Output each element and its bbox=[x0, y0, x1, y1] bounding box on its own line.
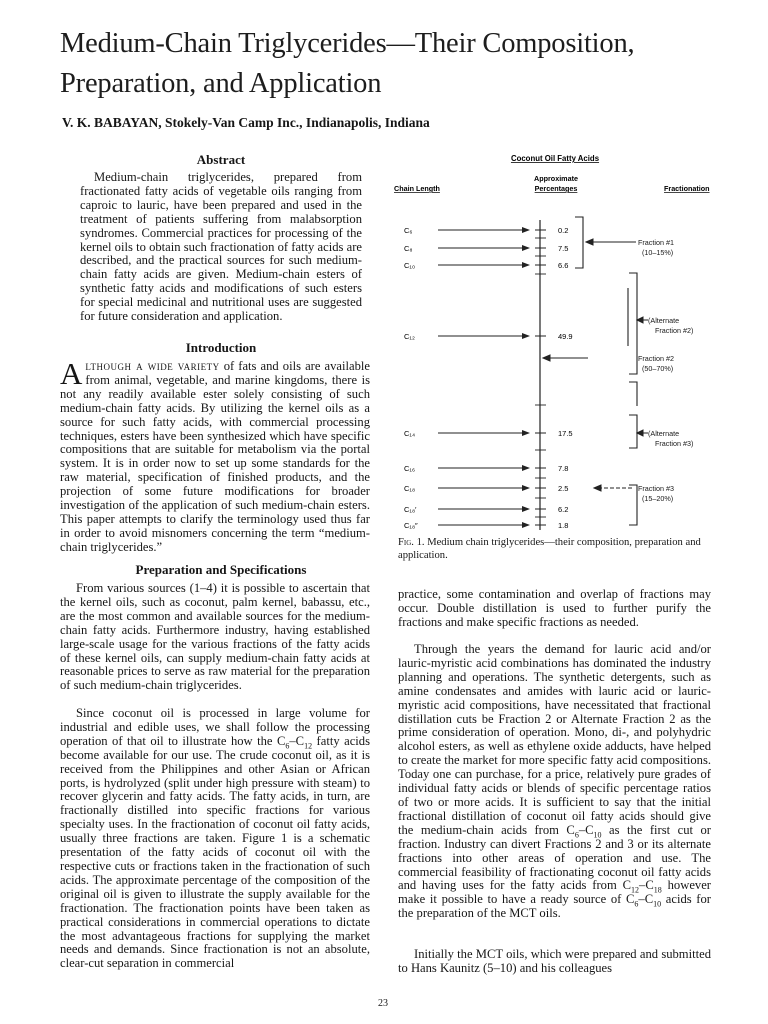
fraction-labels bbox=[638, 238, 693, 503]
chain-label: C₁₂ bbox=[404, 332, 415, 341]
chain-label: C₁₈ bbox=[404, 484, 416, 493]
abstract-heading: Abstract bbox=[196, 152, 246, 167]
right-column-para-3: Initially the MCT oils, which were prepared and submitted to Hans Kaunitz (5–10) and his colleagues bbox=[398, 947, 711, 975]
percent-value: 2.5 bbox=[558, 484, 569, 493]
figure-label: Fig. 1. bbox=[398, 537, 425, 548]
article-title: Medium-Chain Triglycerides—Their Composition, Preparation, and Application bbox=[60, 28, 635, 99]
introduction-text bbox=[60, 356, 370, 555]
chain-label: C₁₈′ bbox=[404, 505, 417, 514]
page-number: 23 bbox=[378, 998, 388, 1009]
drop-cap: A bbox=[60, 356, 83, 391]
percent-value: 6.2 bbox=[558, 505, 569, 514]
bracket-alternate-fraction-3 bbox=[629, 415, 637, 448]
introduction-body: of fats and oils are available from animal, vegetable, and marine kingdoms, there is not any readily available ester solely consisting of such medium-chain fatty acids. By utilizing the kernel oils as a source for such fatty acids, with commercial processing techniques, esters have been synthesized which have specific compositions that are suitable for metabolism via the portal system. It is in order now to set up some standards for the raw material, specification of finished products, and the projection of some future modifications for broader investigation of the application of such medium-chain esters. This paper attempts to clarify the terminology used thus far in order to avoid misnomers concerning the term “medium-chain triglycerides.” bbox=[60, 359, 370, 554]
preparation-para-1: From various sources (1–4) it is possible to ascertain that the kernel oils, such as coconut, palm kernel, babassu, etc., are the most common and available sources for the medium-chain fatty acids. Furthermore industry, having established large-scale usage for the various fractions of the fatty acids of these kernel oils, can supply medium-chain fatty acids at reasonable prices to serve as raw material for the preparation of such medium-chain triglycerides. bbox=[60, 581, 370, 693]
diagram-title: Coconut Oil Fatty Acids bbox=[510, 154, 600, 163]
chain-arrow-head bbox=[522, 227, 530, 233]
bracket-fraction-3 bbox=[629, 485, 637, 525]
chain-label: C₁₀ bbox=[404, 261, 416, 270]
right-column-para-1: practice, some contamination and overlap of fractions may occur. Double distillation is used to further purify the fractions and make specific fractions as needed. bbox=[398, 587, 711, 629]
preparation-heading: Preparation and Specifications bbox=[135, 562, 307, 577]
fraction-2-range: (50–70%) bbox=[642, 364, 674, 373]
chain-label: C₈ bbox=[404, 244, 413, 253]
chain-label: C₆ bbox=[404, 226, 413, 235]
fraction-brackets bbox=[575, 217, 637, 525]
fraction-pointers bbox=[543, 239, 648, 491]
header-chain-length: Chain Length bbox=[394, 184, 440, 193]
chain-label: C₁₈″ bbox=[404, 521, 418, 530]
alt-fraction-3-name: (Alternate bbox=[648, 429, 680, 438]
chain-arrow-head bbox=[522, 245, 530, 251]
chain-arrow-head bbox=[522, 333, 530, 339]
percent-value: 17.5 bbox=[558, 429, 573, 438]
percent-value: 1.8 bbox=[558, 521, 569, 530]
percent-value: 0.2 bbox=[558, 226, 569, 235]
figure-1-diagram bbox=[380, 150, 725, 535]
chain-arrow-head bbox=[522, 430, 530, 436]
chain-arrow-head bbox=[522, 465, 530, 471]
fraction-3-range: (15–20%) bbox=[642, 494, 674, 503]
percent-value: 49.9 bbox=[558, 332, 573, 341]
chain-label: C₁₄ bbox=[404, 429, 416, 438]
fraction-1-range: (10–15%) bbox=[642, 248, 674, 257]
chain-arrow-head bbox=[522, 262, 530, 268]
chain-arrow-head bbox=[522, 522, 530, 528]
header-percentages: Percentages bbox=[534, 184, 578, 193]
fraction-3-name: Fraction #3 bbox=[638, 484, 674, 493]
preparation-para-2: Since coconut oil is processed in large volume for industrial and edible uses, we shall follow the processing operation of that oil to illustrate how the $C_6-C_{12}$ fatty acids become available for our use. The crude coconut oil, as it is received from the Philippines and other Asian or African ports, is hydrolyzed (split under high pressure with steam) to recover glycerin and fatty acids. The fatty acids, in turn, are fractionally distilled into specific fractions for various specialty uses. In the fractionation of coconut oil fatty acids, usually three fractions are taken. Figure 1 is a schematic presentation of the fatty acids of coconut oil with the respective cuts or fractions taken in the fractionation of such acids. The approximate percentage of the composition of the original oil is given to illustrate the supply available for the fractionation. The fractionation points have been taken as practical considerations in commercial operations to dictate the most advantageous fractions for supplying the market needs and demands. Since fractionation is not an absolute, clear-cut separation in commercial bbox=[60, 706, 370, 971]
chain-arrow-head bbox=[522, 485, 530, 491]
percent-value: 6.6 bbox=[558, 261, 569, 270]
alt-fraction-2-range: Fraction #2) bbox=[655, 326, 694, 335]
alt-fraction-2-name: (Alternate bbox=[648, 316, 680, 325]
introduction-heading: Introduction bbox=[185, 340, 257, 355]
bracket-fraction-2-lower bbox=[629, 382, 637, 406]
header-fractionation: Fractionation bbox=[664, 184, 710, 193]
chain-arrow-head bbox=[522, 506, 530, 512]
bracket-fraction-1 bbox=[575, 217, 583, 268]
diagram-rows bbox=[404, 220, 573, 530]
header-approximate: Approximate bbox=[534, 174, 578, 183]
abstract-text: Medium-chain triglycerides, prepared from fractionated fatty acids of vegetable oils ranging from caproic to lauric, have been prepared and used in the treatment of patients suffering from malabsorption syndromes. Commercial practices for processing of the kernel oils to obtain such fractionation of fatty acids are described, and the practical sources for such medium-chain fatty acids are given. Medium-chain esters of synthetic fatty acids and modifications of such esters for special medicinal and nutritional uses are suggested for future consideration and application. bbox=[80, 170, 362, 324]
right-column-para-2: Through the years the demand for lauric acid and/or lauric-myristic acid combinations has dominated the industry planning and operations. The synthetic detergents, such as amine condensates and amides with lauric acid or lauric-myristic acid compositions, have necessitated that fractional distillation cuts be Fraction 2 or Alternate Fraction 2 as the prime consideration of operation. Mono, di-, and polyhydric alcohol esters, as well as ethylene oxide adducts, have helped to create the market for more specific fatty acid compositions. Today one can purchase, for a price, relatively pure grades of individual fatty acids or blends of specific percentage ratios of two or more acids. It is sufficient to say that the initial fractional distillation of coconut oil fatty acids should give the medium-chain acids from $C_6-C_{10}$ as the first cut or fraction. Industry can divert Fractions 2 and 3 or its alternate fractions into other areas of operation and use. The commercial feasibility of fractionating coconut oil fatty acids and having uses for the fatty acids from $C_{12}-C_{18}$ however make it possible to have a ready source of $C_6-C_{10}$ acids for the preparation of the MCT oils. bbox=[398, 642, 711, 921]
fraction-2-name: Fraction #2 bbox=[638, 354, 674, 363]
percent-value: 7.5 bbox=[558, 244, 569, 253]
fraction-1-name: Fraction #1 bbox=[638, 238, 674, 247]
alt-fraction-3-range: Fraction #3) bbox=[655, 439, 694, 448]
figure-1-caption bbox=[398, 537, 714, 562]
chain-label: C₁₆ bbox=[404, 464, 415, 473]
figure-caption-text: Medium chain triglycerides—their composition, preparation and application. bbox=[398, 537, 701, 561]
bracket-alternate-fraction-2 bbox=[629, 273, 637, 374]
lead-words: lthough a wide variety bbox=[85, 359, 220, 373]
percent-value: 7.8 bbox=[558, 464, 569, 473]
article-author: V. K. BABAYAN, Stokely-Van Camp Inc., Indianapolis, Indiana bbox=[62, 115, 430, 130]
